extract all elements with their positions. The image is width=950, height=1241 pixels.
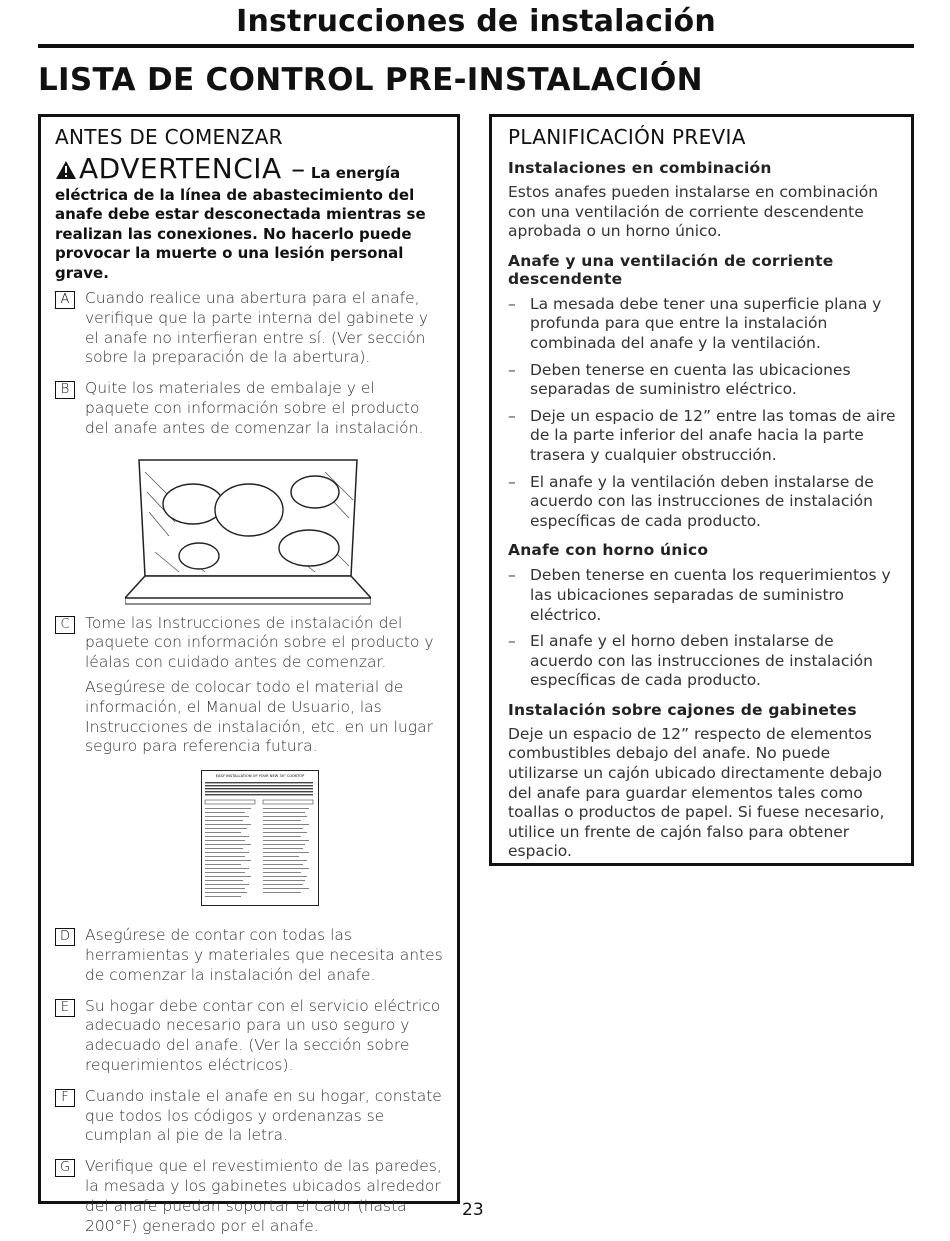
checklist-letter: F	[55, 1089, 75, 1107]
bullet-text: Deje un espacio de 12” entre las tomas de aire de la parte inferior del anafe hacia la parte trasera y cualquier obstrucción.	[530, 406, 896, 464]
warning-block	[55, 152, 443, 283]
checklist-item-b	[55, 379, 443, 443]
checklist-item-d	[55, 926, 443, 990]
checklist-letter: D	[55, 928, 75, 946]
checklist-text: Su hogar debe contar con el servicio eléctrico adecuado necesario para un uso seguro y adecuado del anafe. (Ver la sección sobre requerimientos eléctricos).	[85, 996, 441, 1074]
doc-card-title: EASY INSTALLATION OF YOUR NEW 30" COOKTOP	[215, 774, 305, 779]
checklist-item-c	[55, 614, 443, 763]
subhead-drawers: Instalación sobre cajones de gabinetes	[508, 700, 857, 719]
page-number: 23	[462, 1200, 484, 1220]
checklist-item-g	[55, 1157, 443, 1241]
dash-marker: –	[508, 566, 516, 585]
bullet-text: El anafe y el horno deben instalarse de acuerdo con las instrucciones de instalación específicas de cada producto.	[530, 632, 873, 690]
warning-title: ADVERTENCIA –	[79, 152, 306, 185]
subhead-combination: Instalaciones en combinación	[508, 159, 772, 177]
bullet-item	[508, 407, 897, 466]
bullet-item	[508, 361, 897, 400]
checklist-text: Asegúrese de colocar todo el material de información, el Manual de Usuario, las Instrucciones de instalación, etc. en un lugar seguro para referencia futura.	[85, 677, 433, 756]
subhead-single-oven: Anafe con horno único	[508, 541, 709, 560]
installation-instructions-document-image	[201, 770, 319, 906]
dash-marker: –	[508, 632, 516, 651]
bullet-item	[508, 566, 897, 625]
checklist-item-e	[55, 997, 443, 1081]
warning-triangle-icon	[55, 160, 77, 186]
checklist-item-a	[55, 289, 443, 373]
advance-planning-heading: PLANIFICACIÓN PREVIA	[508, 125, 746, 149]
before-starting-box	[38, 114, 460, 1235]
bullet-item	[508, 295, 897, 354]
bullet-item	[508, 473, 897, 532]
before-starting-heading: ANTES DE COMENZAR	[55, 125, 283, 149]
paragraph-drawers: Deje un espacio de 12” respecto de elementos combustibles debajo del anafe. No puede utilizarse un cajón ubicado directamente debajo del anafe para guardar elementos tales como toallas o productos de papel. Si fuese necesario, utilice un frente de cajón falso para obtener espacio.	[508, 724, 885, 861]
checklist-text: Tome las Instrucciones de instalación del paquete con información sobre el producto y léalas con cuidado antes de comenzar.	[85, 613, 434, 672]
checklist-text: Verifique que el revestimiento de las paredes, la mesada y los gabinetes ubicados alrededor del anafe puedan soportar el calor (hasta 200°F) generado por el anafe.	[85, 1157, 442, 1235]
checklist-text: Cuando realice una abertura para el anafe, verifique que la parte interna del gabinete y el anafe no interfieran entre sí. (Ver sección sobre la preparación de la abertura).	[85, 289, 429, 367]
bullet-text: La mesada debe tener una superficie plana y profunda para que entre la instalación combinada del anafe y la ventilación.	[530, 294, 882, 352]
checklist-text: Cuando instale el anafe en su hogar, constate que todos los códigos y ordenanzas se cumplan al pie de la letra.	[85, 1086, 442, 1145]
warning-text: La energía eléctrica de la línea de abastecimiento del anafe debe estar desconectada mientras se realizan las conexiones. No hacerlo puede provocar la muerte o una lesión personal grave.	[55, 164, 426, 282]
checklist-letter: C	[55, 616, 75, 634]
dash-marker: –	[508, 294, 516, 313]
checklist-letter: G	[55, 1159, 75, 1177]
bullet-item	[508, 632, 897, 691]
dash-marker: –	[508, 360, 516, 379]
bullet-text: Deben tenerse en cuenta los requerimientos y las ubicaciones separadas de suministro eléctrico.	[530, 566, 891, 624]
subhead-downdraft: Anafe y una ventilación de corriente descendente	[508, 251, 834, 288]
checklist-letter: B	[55, 381, 75, 399]
checklist-item-f	[55, 1087, 443, 1151]
checklist-letter: A	[55, 291, 75, 309]
dash-marker: –	[508, 406, 516, 425]
checklist-letter: E	[55, 999, 75, 1017]
bullet-text: El anafe y la ventilación deben instalarse de acuerdo con las instrucciones de instalación específicas de cada producto.	[530, 472, 874, 530]
page-header	[38, 0, 914, 48]
checklist-text: Quite los materiales de embalaje y el paquete con información sobre el producto del anafe antes de comenzar la instalación.	[85, 379, 424, 437]
section-title: LISTA DE CONTROL PRE-INSTALACIÓN	[38, 62, 703, 98]
bullet-text: Deben tenerse en cuenta las ubicaciones separadas de suministro eléctrico.	[530, 360, 851, 399]
advance-planning-box	[489, 114, 914, 866]
cooktop-illustration	[125, 452, 371, 606]
dash-marker: –	[508, 472, 516, 491]
checklist-text: Asegúrese de contar con todas las herramientas y materiales que necesita antes de comenzar la instalación del anafe.	[85, 926, 443, 984]
page-header-title: Instrucciones de instalación	[236, 4, 716, 39]
paragraph-combination: Estos anafes pueden instalarse en combinación con una ventilación de corriente descendente aprobada o un horno único.	[508, 183, 879, 241]
